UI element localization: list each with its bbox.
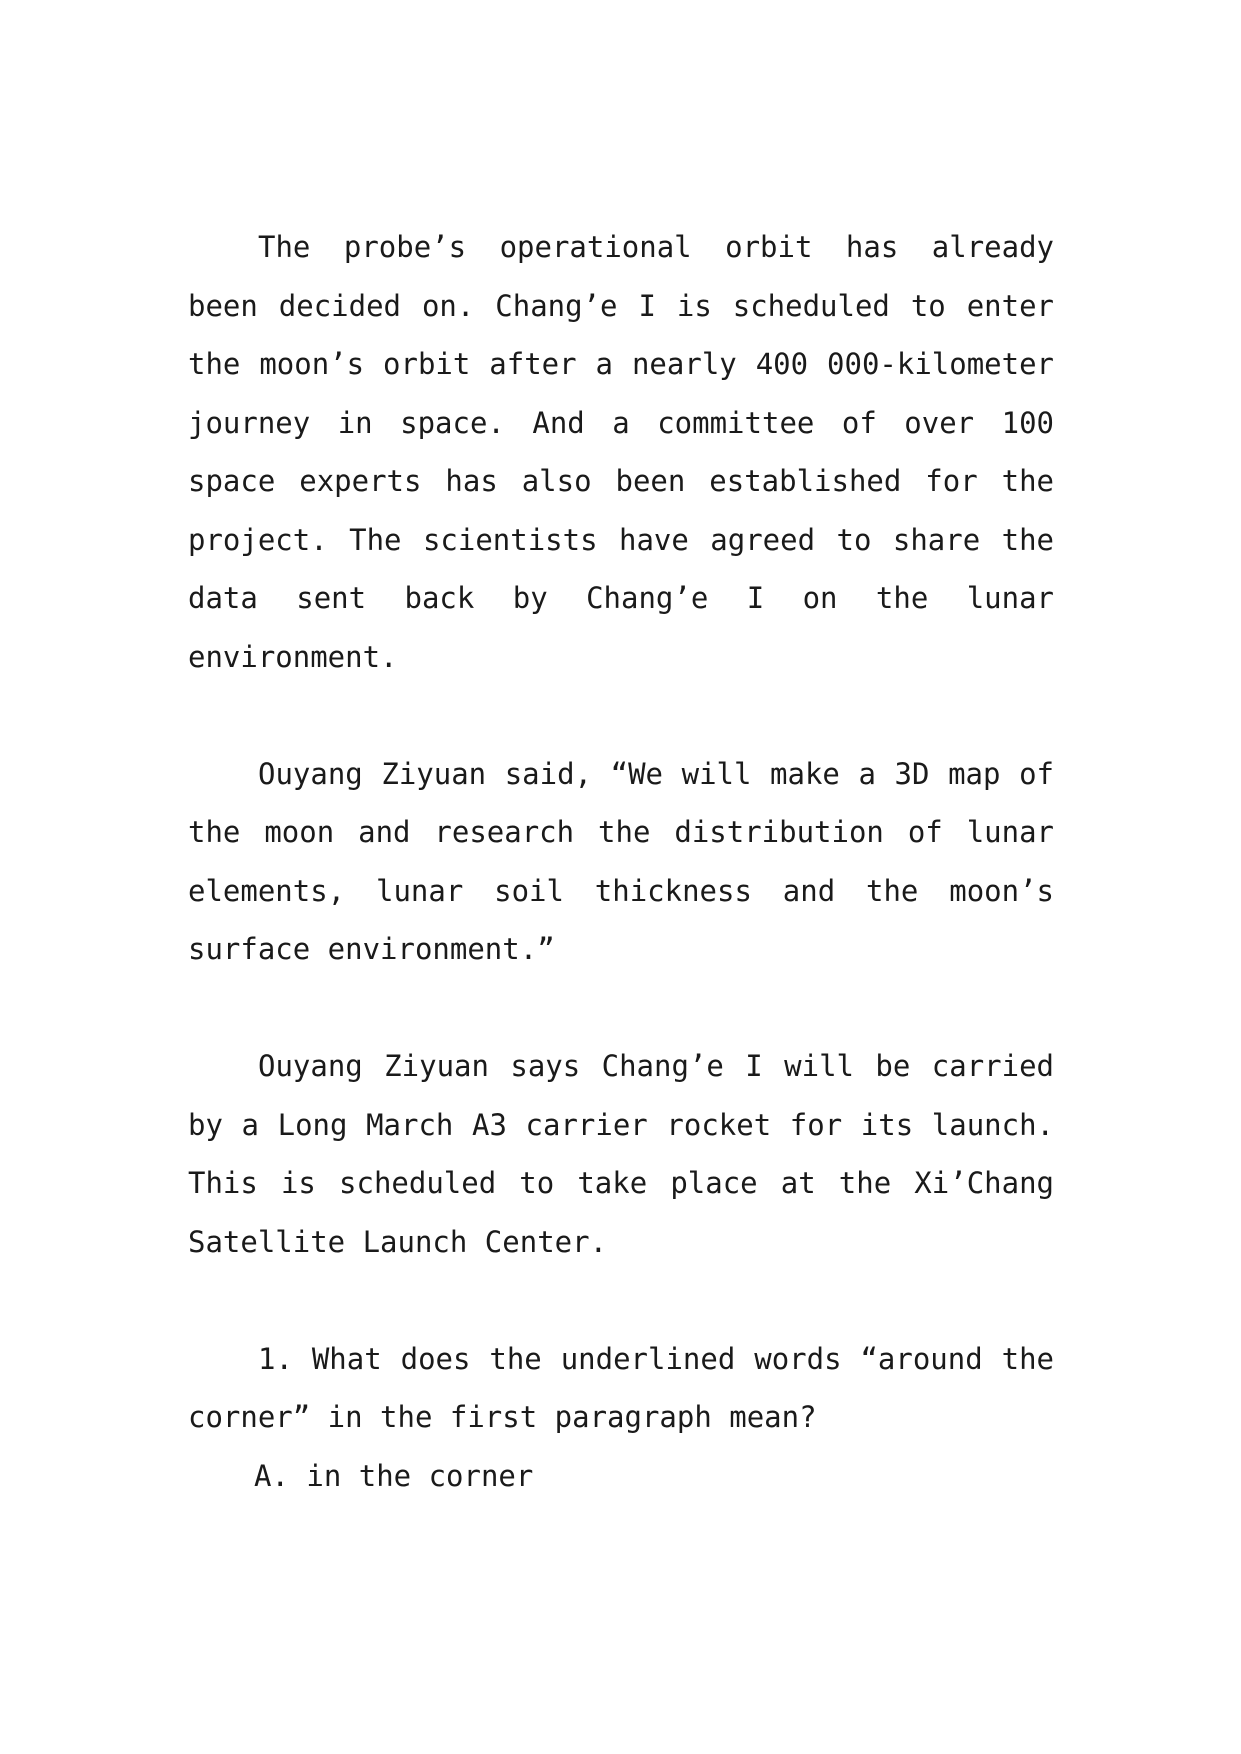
paragraph-launch: Ouyang Ziyuan says Chang’e I will be carried by a Long March A3 carrier rocket for its launch. This is scheduled to take place at the Xi’Chang Satellite Launch Center. <box>188 1049 1054 1259</box>
question-1: 1. What does the underlined words “around the corner” in the first paragraph mean? <box>188 1341 1054 1434</box>
paragraph-quote: Ouyang Ziyuan said, “We will make a 3D map of the moon and research the distribution of lunar elements, lunar soil thickness and the moon’s surface environment.” <box>188 756 1054 966</box>
option-a: A. in the corner <box>254 1458 534 1493</box>
document-body <box>188 218 1054 1505</box>
paragraph-orbit: The probe’s operational orbit has already been decided on. Chang’e I is scheduled to enter the moon’s orbit after a nearly 400 000-kilometer journey in space. And a committee of over 100 space experts has also been established for the project. The scientists have agreed to share the data sent back by Chang’e I on the lunar environment. <box>188 230 1054 674</box>
